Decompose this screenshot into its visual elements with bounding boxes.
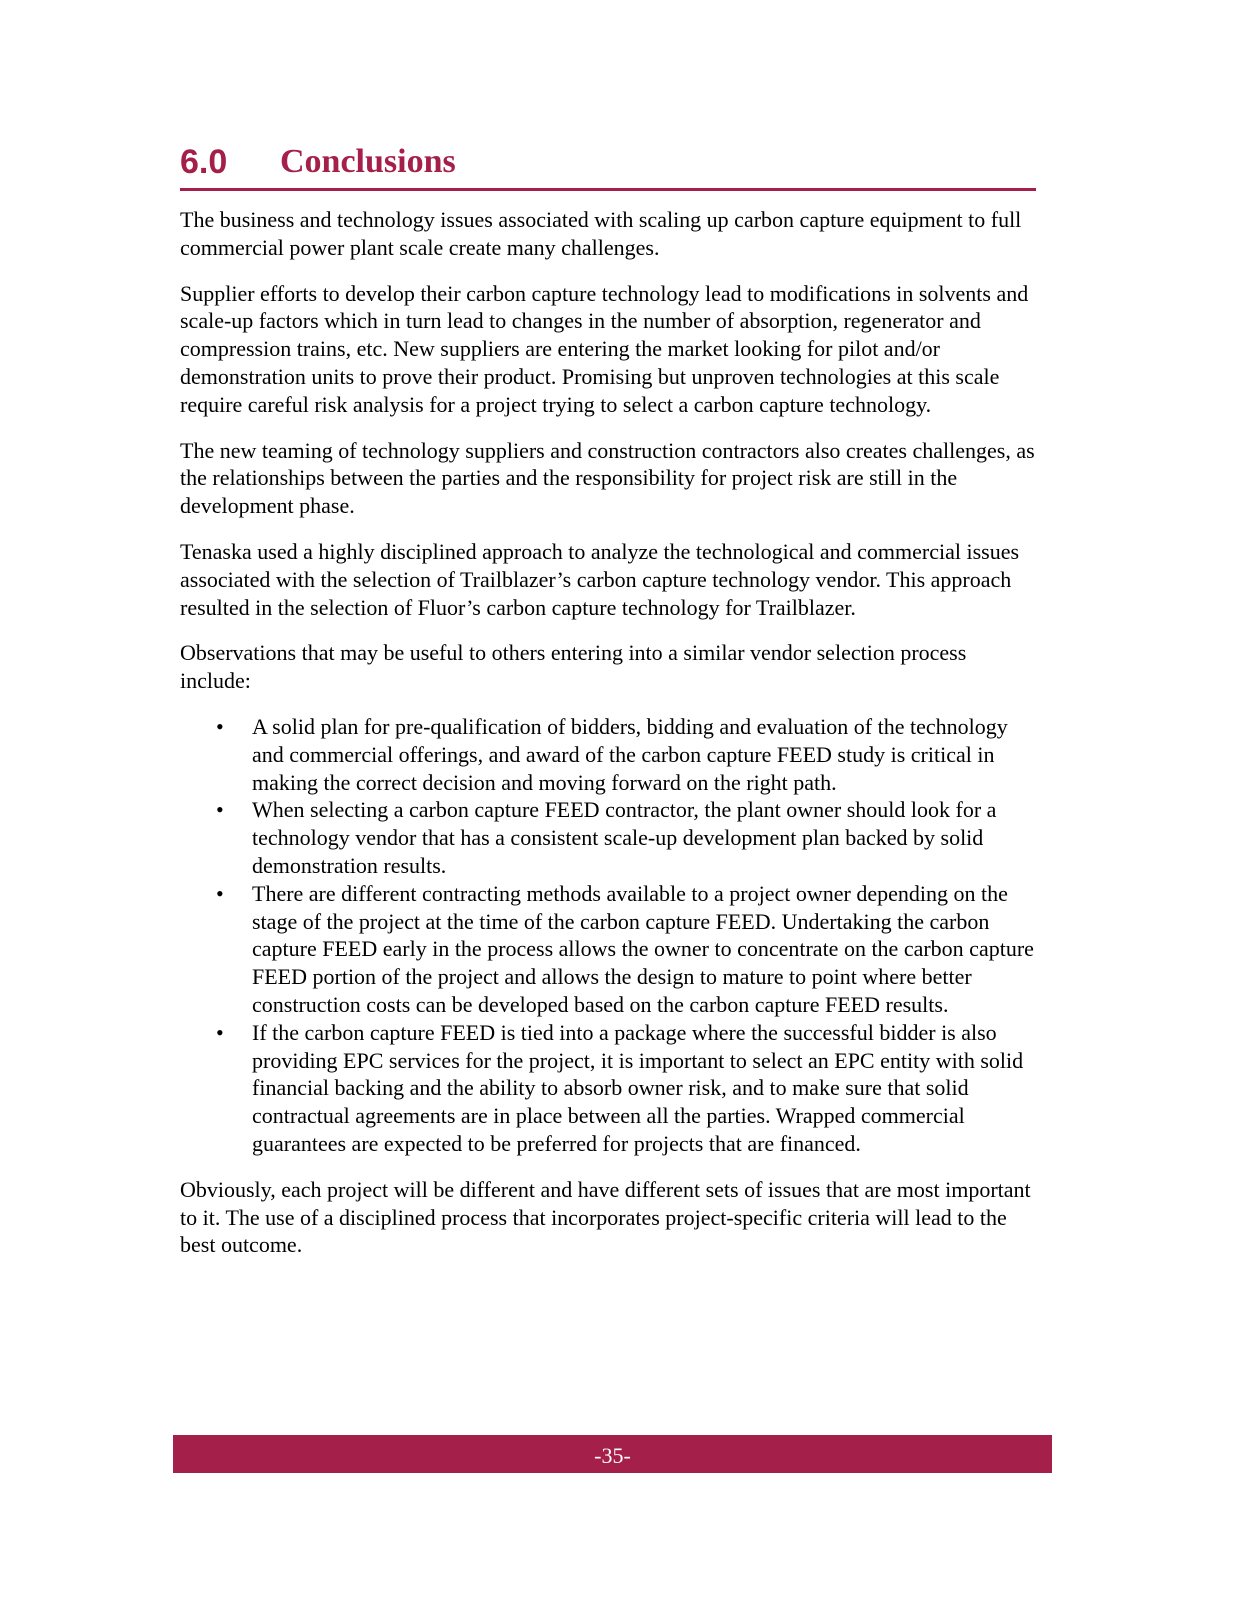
body-text: [180, 206, 1042, 1277]
list-item-text: If the carbon capture FEED is tied into a package where the successful bidder is also providing EPC services for the project, it is important to select an EPC entity with solid financial backing and the ability to absorb owner risk, and to make sure that solid contractual agreements are in place between all the parties. Wrapped commercial guarantees are expected to be preferred for projects that are financed.: [252, 1019, 1024, 1156]
bullet-icon: •: [216, 880, 224, 906]
bullet-icon: •: [216, 1019, 224, 1045]
paragraph-2: Supplier efforts to develop their carbon capture technology lead to modifications in solvents and scale-up factors which in turn lead to changes in the number of absorption, regenerator and compression trains, etc. New suppliers are entering the market looking for pilot and/or demonstration units to prove their product. Promising but unproven technologies at this scale require careful risk analysis for a project trying to select a carbon capture technology.: [180, 280, 1029, 417]
paragraph-3: The new teaming of technology suppliers and construction contractors also creates challenges, as the relationships between the parties and the responsibility for project risk are still in the development phase.: [180, 437, 1035, 519]
list-item: [180, 1019, 1042, 1158]
observations-list: [180, 713, 1042, 1158]
list-item: [180, 713, 1042, 796]
paragraph-5: Observations that may be useful to others entering into a similar vendor selection process include:: [180, 640, 967, 694]
bullet-icon: •: [216, 713, 224, 739]
list-item-text: A solid plan for pre-qualification of bidders, bidding and evaluation of the technology and commercial offerings, and award of the carbon capture FEED study is critical in making the correct decision and moving forward on the right path.: [252, 713, 1008, 795]
page-footer: [173, 1435, 1052, 1473]
paragraph-4: Tenaska used a highly disciplined approach to analyze the technological and commercial issues associated with the selection of Trailblazer’s carbon capture technology vendor. This approach resulted in the selection of Fluor’s carbon capture technology for Trailblazer.: [180, 538, 1020, 620]
section-heading: [180, 142, 1036, 191]
list-item: [180, 880, 1042, 1019]
list-item-text: There are different contracting methods available to a project owner depending on the stage of the project at the time of the carbon capture FEED. Undertaking the carbon capture FEED early in the process allows the owner to concentrate on the carbon capture FEED portion of the project and allows the design to mature to point where better construction costs can be developed based on the carbon capture FEED results.: [252, 880, 1034, 1017]
section-number: 6.0: [180, 143, 228, 181]
list-item-text: When selecting a carbon capture FEED contractor, the plant owner should look for a technology vendor that has a consistent scale-up development plan backed by solid demonstration results.: [252, 797, 997, 878]
page-number: -35-: [594, 1443, 631, 1468]
paragraph-1: The business and technology issues associated with scaling up carbon capture equipment to full commercial power plant scale create many challenges.: [180, 207, 1022, 260]
closing-paragraph: Obviously, each project will be different and have different sets of issues that are most important to it. The use of a disciplined process that incorporates project-specific criteria will lead to the best outcome.: [180, 1176, 1031, 1258]
bullet-icon: •: [216, 797, 224, 823]
section-title: Conclusions: [280, 143, 456, 180]
list-item: [180, 796, 1042, 879]
